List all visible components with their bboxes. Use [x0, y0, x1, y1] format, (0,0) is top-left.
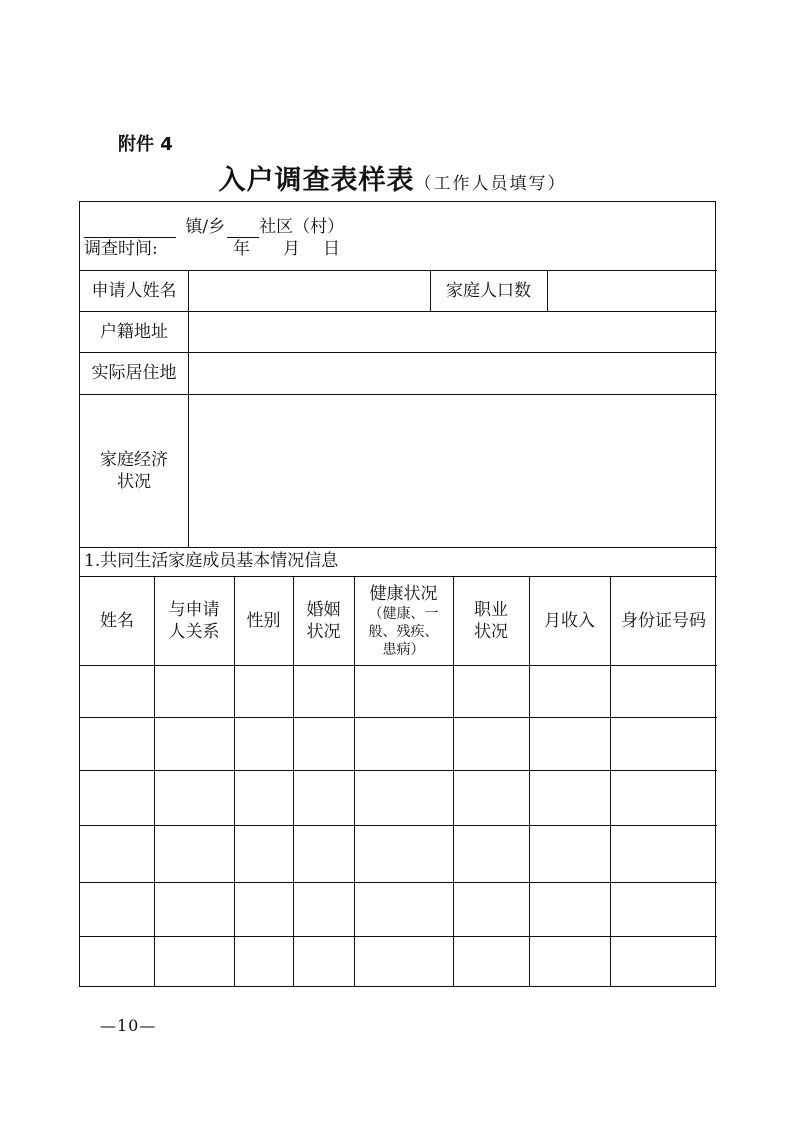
survey-form: [79, 201, 716, 987]
town-label: 镇/乡: [185, 217, 226, 237]
household-size-field[interactable]: [548, 271, 714, 310]
col-header-id-number: 身份证号码: [621, 610, 706, 631]
economic-status-line1: 家庭经济: [100, 449, 168, 470]
day-label: 日: [323, 239, 340, 259]
applicant-name-label: 申请人姓名: [91, 280, 177, 301]
occupation-line1: 职业: [474, 599, 508, 620]
location-line: [84, 216, 344, 238]
economic-status-line2: 状况: [117, 471, 151, 492]
economic-status-label: [80, 394, 188, 547]
registered-address-label: 户籍地址: [100, 321, 168, 342]
relation-line1: 与申请: [168, 599, 220, 620]
title-main: 入户调查表样表: [218, 165, 415, 196]
town-blank[interactable]: [84, 219, 176, 238]
col-header-health: [354, 576, 453, 665]
health-line2: （健康、一: [368, 605, 439, 622]
survey-time-label: 调查时间:: [84, 239, 158, 259]
table-row[interactable]: [80, 937, 714, 985]
table-row[interactable]: [80, 771, 714, 824]
table-row[interactable]: [80, 883, 714, 935]
registered-address-field[interactable]: [189, 312, 714, 351]
attachment-label: 附件 4: [118, 134, 173, 155]
page-number: —10—: [100, 1016, 157, 1035]
actual-residence-field[interactable]: [189, 353, 714, 393]
col-header-occupation: [453, 576, 529, 665]
health-line3: 般、残疾、: [368, 623, 439, 640]
table-row[interactable]: [80, 826, 714, 881]
marital-line2: 状况: [306, 621, 341, 642]
col-header-relation: [154, 576, 234, 665]
actual-residence-label: 实际居住地: [91, 363, 177, 383]
month-label: 月: [283, 239, 300, 259]
survey-time-line: [84, 238, 158, 260]
community-blank[interactable]: [227, 219, 259, 238]
health-line1: 健康状况: [369, 583, 438, 604]
occupation-line2: 状况: [474, 621, 508, 642]
members-section-title: 1.共同生活家庭成员基本情况信息: [84, 551, 339, 571]
form-title: [0, 158, 785, 197]
title-note: （工作人员填写）: [414, 174, 567, 194]
household-size-label: 家庭人口数: [446, 280, 531, 301]
table-row[interactable]: [80, 666, 714, 716]
community-label: 社区（村）: [259, 217, 345, 237]
col-header-marital: [293, 576, 354, 665]
row-divider: [80, 547, 717, 548]
marital-line1: 婚姻: [306, 599, 341, 620]
col-header-income: 月收入: [544, 610, 595, 631]
col-header-name: 姓名: [100, 610, 134, 631]
col-header-gender: 性别: [246, 610, 281, 631]
health-line4: 患病）: [382, 641, 425, 658]
table-row[interactable]: [80, 718, 714, 769]
applicant-name-field[interactable]: [189, 271, 429, 310]
year-label: 年: [233, 239, 250, 259]
relation-line2: 人关系: [168, 621, 220, 642]
economic-status-field[interactable]: [189, 395, 714, 546]
